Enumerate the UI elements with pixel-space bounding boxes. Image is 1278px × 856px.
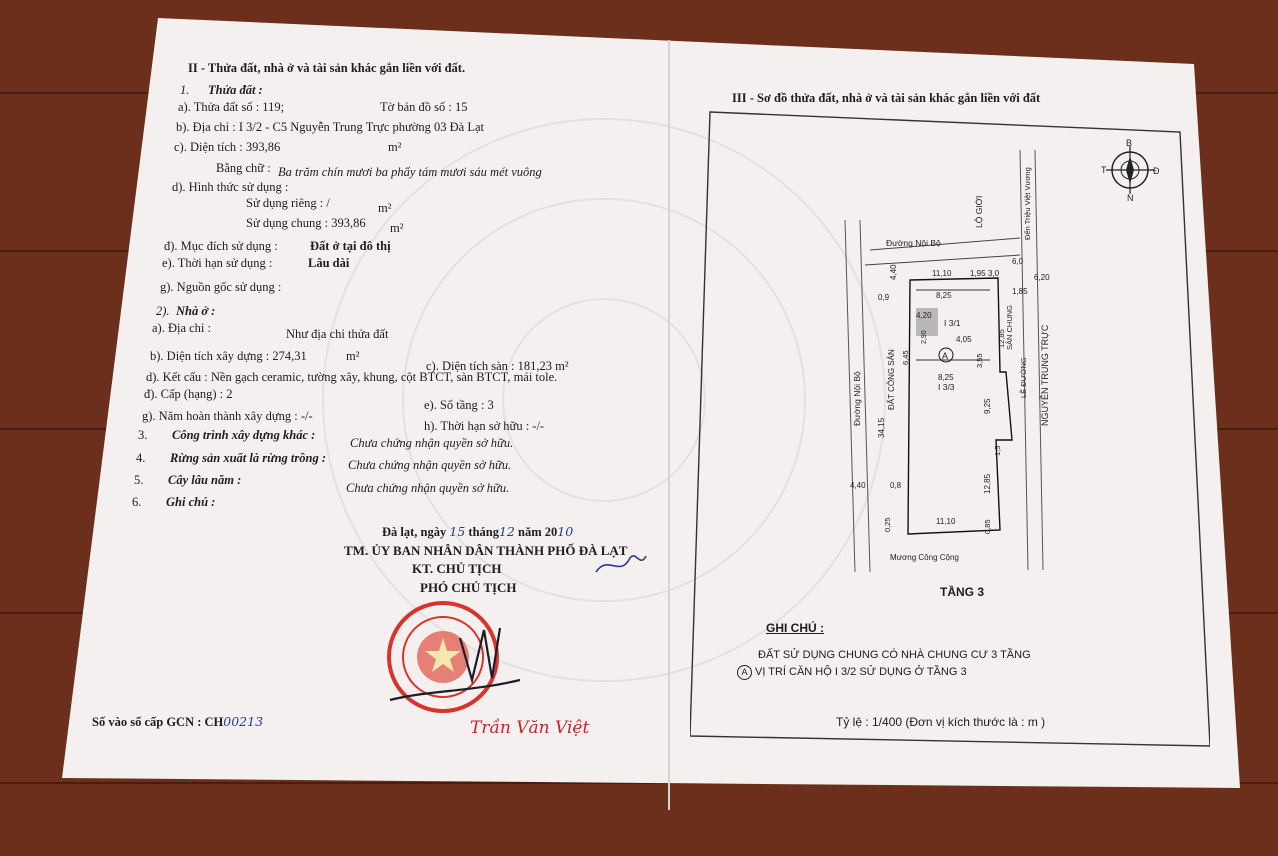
house-address-value: Như địa chỉ thửa đất: [286, 327, 389, 341]
map-sheet-number: Tờ bản đồ số : 15: [380, 100, 468, 114]
land-address: b). Địa chỉ : I 3/2 - C5 Nguyễn Trung Trực phường 03 Đà Lạt: [176, 120, 484, 134]
issuing-authority: TM. ỦY BAN NHÂN DÂN THÀNH PHỐ ĐÀ LẠT: [344, 543, 628, 558]
scale-note: Tỷ lệ : 1/400 (Đơn vị kích thước là : m ): [836, 715, 1046, 729]
private-use-unit: m²: [378, 201, 392, 215]
item-value: Chưa chứng nhận quyền sở hữu.: [350, 436, 514, 450]
svg-text:A: A: [942, 351, 949, 361]
svg-text:8,25: 8,25: [936, 291, 952, 300]
svg-text:12,85: 12,85: [983, 473, 992, 494]
svg-text:1,85: 1,85: [1012, 287, 1028, 296]
svg-text:Đường Nội Bộ: Đường Nội Bộ: [886, 238, 941, 248]
svg-text:NGUYỄN TRUNG TRỰC: NGUYỄN TRUNG TRỰC: [1040, 324, 1050, 426]
svg-text:T: T: [1101, 165, 1107, 175]
signature-scribble: [380, 620, 540, 710]
svg-text:34,15: 34,15: [877, 417, 886, 438]
area-in-words-label: Bằng chữ :: [216, 161, 271, 175]
svg-text:1,95: 1,95: [970, 269, 986, 278]
item-value: Chưa chứng nhận quyền sở hữu.: [346, 481, 510, 495]
purpose-value: Đất ở tại đô thị: [310, 239, 391, 253]
floor-title: TẦNG 3: [940, 585, 985, 599]
origin-label: g). Nguồn gốc sử dụng :: [160, 280, 282, 294]
house-heading-num: 2).: [156, 304, 170, 318]
svg-text:N: N: [1127, 193, 1134, 203]
item-label: Cây lâu năm :: [168, 473, 242, 487]
item-value: Chưa chứng nhận quyền sở hữu.: [348, 458, 512, 472]
svg-text:2,90: 2,90: [921, 330, 928, 344]
svg-text:B: B: [1126, 138, 1133, 148]
purpose-label: đ). Mục đích sử dụng :: [164, 239, 278, 253]
svg-text:4,40: 4,40: [889, 264, 898, 280]
svg-text:Đ: Đ: [1153, 166, 1160, 176]
item-label: Ghi chú :: [166, 495, 216, 509]
svg-text:12,85: 12,85: [997, 329, 1006, 348]
svg-text:8,25: 8,25: [938, 373, 954, 382]
land-area-unit: m²: [388, 140, 402, 154]
house-address-label: a). Địa chỉ :: [152, 321, 212, 335]
svg-text:Mương Công Cộng: Mương Công Cộng: [890, 553, 959, 562]
svg-text:0,9: 0,9: [878, 293, 890, 302]
note-common-land: ĐẤT SỬ DỤNG CHUNG CÓ NHÀ CHUNG CƯ 3 TẦNG: [758, 649, 1031, 661]
svg-text:I 3/3: I 3/3: [938, 382, 955, 392]
completion-year: g). Năm hoàn thành xây dựng : -/-: [142, 409, 313, 423]
watermark-ring: [502, 298, 706, 502]
svg-text:LỘ GIỚI: LỘ GIỚI: [974, 195, 984, 228]
svg-text:I 3/1: I 3/1: [944, 318, 961, 328]
svg-text:11,10: 11,10: [932, 269, 952, 278]
ownership-term: h). Thời hạn sở hữu : -/-: [424, 419, 545, 433]
floor-count: e). Số tầng : 3: [424, 398, 494, 412]
usage-form: d). Hình thức sử dụng :: [172, 180, 289, 194]
left-section-title: II - Thửa đất, nhà ở và tài sản khác gắn liền với đất.: [188, 61, 466, 75]
apartment-marker-icon: A: [737, 665, 752, 680]
svg-text:Đến Triệu Việt Vương: Đến Triệu Việt Vương: [1023, 167, 1032, 240]
compass-icon: [1106, 146, 1154, 194]
item-num: 5.: [134, 473, 144, 487]
item-num: 6.: [132, 495, 142, 509]
right-section-title: III - Sơ đồ thửa đất, nhà ở và tài sản khác gắn liền với đất: [732, 91, 1041, 105]
house-heading: Nhà ở :: [176, 304, 216, 318]
land-heading: Thửa đất :: [208, 83, 263, 97]
svg-text:6,20: 6,20: [1034, 273, 1050, 282]
svg-text:3,0: 3,0: [988, 269, 1000, 278]
svg-text:LỀ ĐƯỜNG: LỀ ĐƯỜNG: [1019, 357, 1028, 398]
term-label: e). Thời hạn sử dụng :: [162, 256, 273, 270]
private-use: Sử dụng riêng : /: [246, 196, 330, 210]
parcel-number: a). Thửa đất số : 119;: [178, 100, 285, 114]
notes-title: GHI CHÚ :: [766, 621, 824, 635]
signer-name: Trần Văn Việt: [470, 718, 590, 738]
svg-text:6,45: 6,45: [901, 350, 910, 365]
common-use-unit: m²: [390, 221, 404, 235]
registry-number: Số vào sổ cấp GCN : CH00213: [92, 714, 264, 729]
common-use: Sử dụng chung : 393,86: [246, 216, 366, 230]
svg-text:4,05: 4,05: [956, 335, 972, 344]
grade: đ). Cấp (hạng) : 2: [144, 387, 233, 401]
svg-text:4,20: 4,20: [916, 311, 932, 320]
date-line: Đà lạt, ngày 15 tháng12 năm 2010: [382, 524, 574, 539]
land-heading-num: 1.: [180, 83, 190, 97]
svg-text:6,0: 6,0: [1012, 257, 1024, 266]
item-label: Rừng sản xuất là rừng trồng :: [170, 451, 326, 465]
svg-text:3,55: 3,55: [975, 353, 984, 368]
area-in-words: Ba trăm chín mươi ba phẩy tám mươi sáu mét vuông: [278, 165, 542, 179]
build-area-unit: m²: [346, 349, 360, 363]
kt-chairman: KT. CHỦ TỊCH: [412, 561, 502, 576]
structure: d). Kết cấu : Nền gạch ceramic, tường xây, khung, cột BTCT, sàn BTCT, mái tole.: [146, 370, 558, 384]
svg-text:4,40: 4,40: [850, 481, 866, 490]
page-fold: [668, 40, 670, 810]
initial-mark: [590, 548, 650, 582]
svg-text:SÂN CHUNG: SÂN CHUNG: [1005, 304, 1014, 350]
build-area: b). Diện tích xây dựng : 274,31: [150, 349, 307, 363]
svg-text:11,10: 11,10: [936, 517, 956, 526]
svg-text:0,25: 0,25: [883, 517, 892, 532]
svg-text:1,5: 1,5: [993, 445, 1002, 456]
floor-area: c). Diện tích sàn : 181,23 m²: [426, 359, 569, 373]
note-apartment-location: A VỊ TRÍ CĂN HỘ I 3/2 SỬ DỤNG Ở TẦNG 3: [737, 665, 967, 680]
item-num: 4.: [136, 451, 146, 465]
svg-text:0,85: 0,85: [983, 519, 992, 534]
svg-text:0,8: 0,8: [890, 481, 902, 490]
svg-text:9,25: 9,25: [983, 398, 992, 414]
item-num: 3.: [138, 428, 148, 442]
term-value: Lâu dài: [308, 256, 350, 270]
land-area: c). Diện tích : 393,86: [174, 140, 281, 154]
svg-text:Đường Nội Bộ: Đường Nội Bộ: [852, 371, 862, 426]
item-label: Công trình xây dựng khác :: [172, 428, 316, 442]
vice-chairman-title: PHÓ CHỦ TỊCH: [420, 580, 517, 595]
svg-text:ĐẤT CÔNG SẢN: ĐẤT CÔNG SẢN: [887, 349, 896, 410]
